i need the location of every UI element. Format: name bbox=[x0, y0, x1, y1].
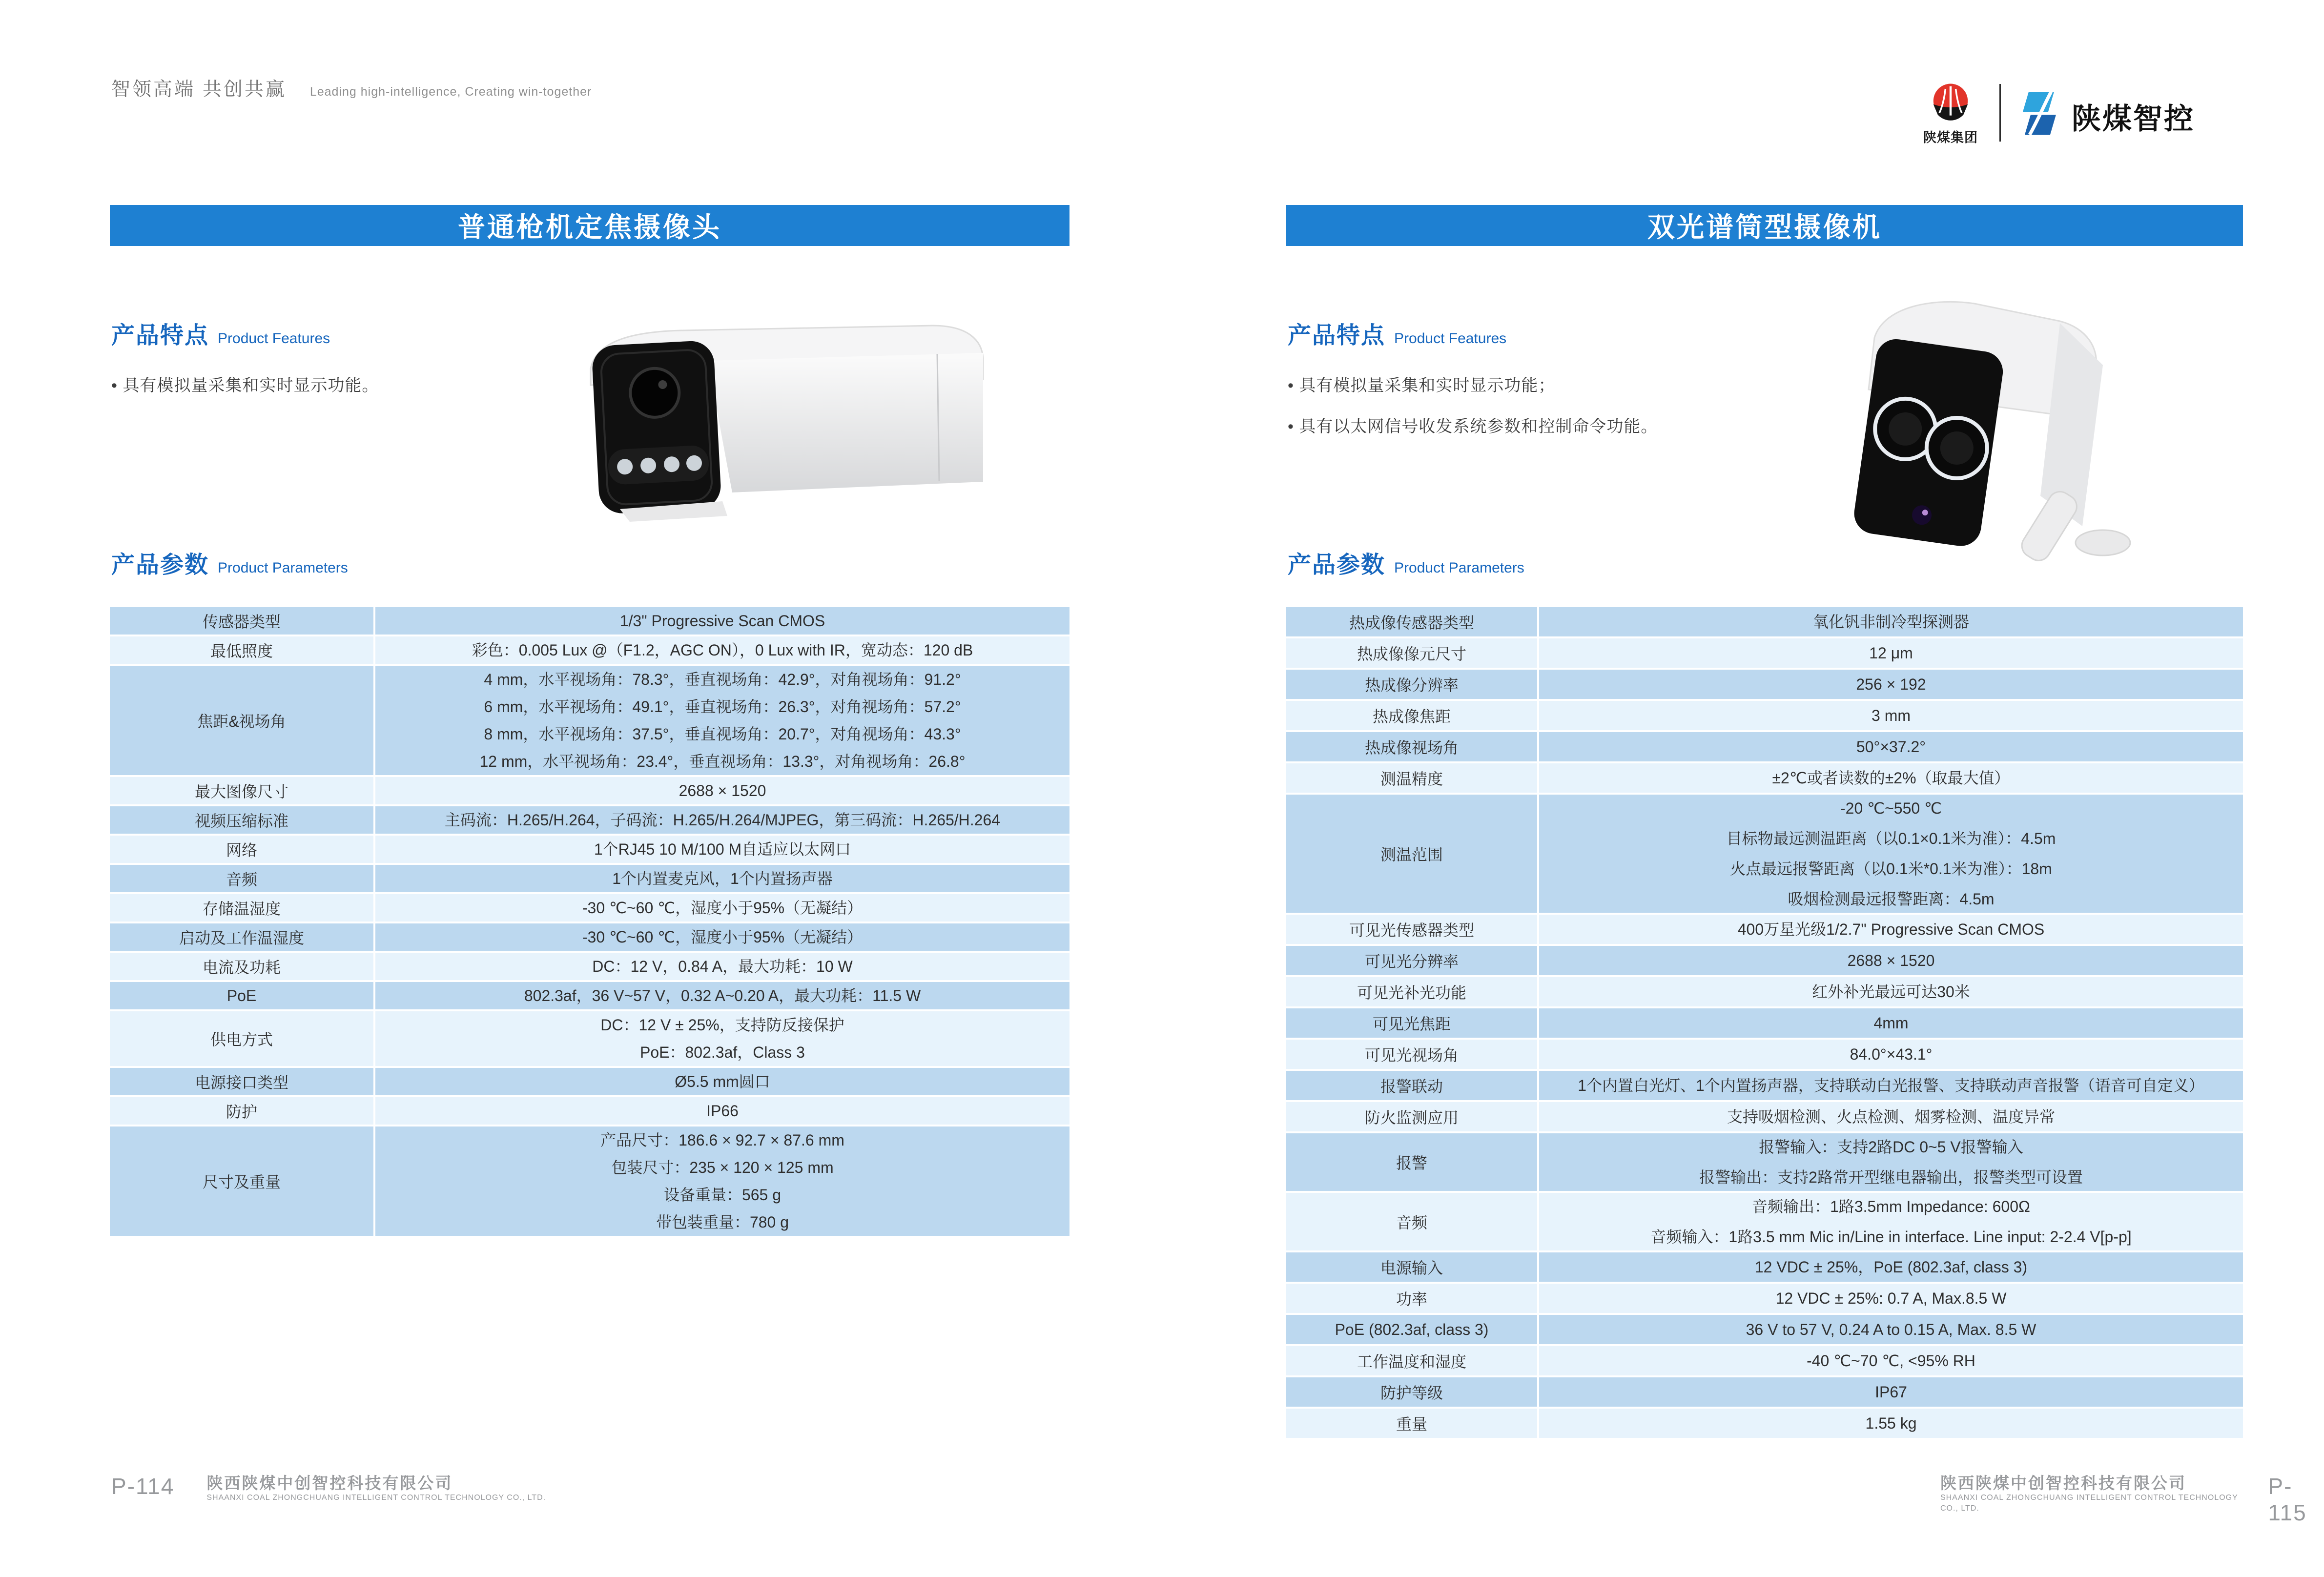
spec-line: -30 ℃~60 ℃，湿度小于95%（无凝结） bbox=[582, 899, 863, 917]
spec-row bbox=[110, 636, 1069, 664]
spec-label: 电源输入 bbox=[1286, 1252, 1537, 1282]
spec-line: 目标物最远测温距离（以0.1×0.1米为准）：4.5m bbox=[1726, 830, 2056, 847]
spec-line: 4mm bbox=[1873, 1014, 1909, 1032]
logo-divider bbox=[1999, 84, 2001, 142]
spec-row bbox=[1286, 763, 2243, 793]
spec-line: 4 mm，水平视场角：78.3°，垂直视场角：42.9°，对角视场角：91.2° bbox=[484, 671, 961, 688]
spec-value bbox=[375, 636, 1069, 664]
spec-line: 报警输入：支持2路DC 0~5 V报警输入 bbox=[1759, 1138, 2023, 1156]
spec-line: ±2℃或者读数的±2%（取最大值） bbox=[1772, 769, 2010, 787]
brand-logo-text: 陕煤智控 bbox=[2072, 102, 2195, 135]
spec-value bbox=[1539, 1133, 2243, 1191]
spec-row bbox=[1286, 1040, 2243, 1069]
spec-value bbox=[1539, 607, 2243, 636]
spec-line: 包装尺寸：235 × 120 × 125 mm bbox=[611, 1159, 834, 1176]
spec-line: Ø5.5 mm圆口 bbox=[675, 1073, 770, 1090]
header-slogan bbox=[111, 74, 592, 102]
spec-value bbox=[375, 777, 1069, 804]
company-name-cn: 陕西陕煤中创智控科技有限公司 bbox=[206, 1474, 453, 1492]
spec-row bbox=[1286, 701, 2243, 730]
spec-label: 焦距&视场角 bbox=[110, 666, 373, 775]
right-page-banner bbox=[1286, 205, 2243, 246]
spec-line: 吸烟检测最远报警距离：4.5m bbox=[1788, 890, 1995, 908]
spec-line: 音频输出：1路3.5mm Impedance: 600Ω bbox=[1752, 1198, 2030, 1215]
spec-label: 视频压缩标准 bbox=[110, 806, 373, 834]
spec-line: 氧化钒非制冷型探测器 bbox=[1812, 613, 1969, 631]
spec-label: 可见光传感器类型 bbox=[1286, 915, 1537, 944]
right-params-title-en: Product Parameters bbox=[1394, 560, 1524, 576]
spec-row bbox=[110, 1011, 1069, 1066]
spec-line: 12 μm bbox=[1869, 644, 1913, 662]
spec-value bbox=[1539, 638, 2243, 668]
spec-line: 400万星光级1/2.7" Progressive Scan CMOS bbox=[1737, 921, 2045, 938]
slogan-english: Leading high-intelligence, Creating win-together bbox=[309, 85, 592, 99]
spec-label: 热成像传感器类型 bbox=[1286, 607, 1537, 636]
spec-value bbox=[375, 1126, 1069, 1236]
left-features-title-en: Product Features bbox=[218, 330, 330, 347]
spec-value bbox=[1539, 1284, 2243, 1313]
spec-label: 可见光焦距 bbox=[1286, 1008, 1537, 1038]
spec-value bbox=[1539, 1377, 2243, 1407]
spec-value bbox=[375, 865, 1069, 892]
spec-line: 主码流：H.265/H.264，子码流：H.265/H.264/MJPEG，第三码流：H.265/H.264 bbox=[444, 811, 1001, 829]
bullet-camera-photo bbox=[561, 320, 991, 530]
spec-row bbox=[1286, 1008, 2243, 1038]
spec-row bbox=[1286, 1346, 2243, 1375]
spec-row bbox=[1286, 1071, 2243, 1100]
right-features-list bbox=[1288, 365, 1825, 447]
spec-line: 12 mm，水平视场角：23.4°，垂直视场角：13.3°，对角视场角：26.8° bbox=[479, 753, 966, 770]
right-params-heading bbox=[1288, 546, 1524, 579]
company-block bbox=[1940, 1474, 2241, 1514]
company-block bbox=[206, 1474, 546, 1503]
left-footer bbox=[111, 1473, 546, 1503]
spec-value bbox=[375, 806, 1069, 834]
spec-line: 1个内置白光灯、1个内置扬声器，支持联动白光报警、支持联动声音报警（语音可自定义） bbox=[1578, 1077, 2204, 1094]
spec-line: 红外补光最远可达30米 bbox=[1812, 983, 1970, 1001]
spec-line: 彩色：0.005 Lux @（F1.2，AGC ON），0 Lux with IR，宽动态：120 dB bbox=[472, 641, 973, 659]
spec-row bbox=[110, 777, 1069, 804]
spec-line: 84.0°×43.1° bbox=[1850, 1045, 1933, 1063]
spec-value bbox=[1539, 1252, 2243, 1282]
company-name-en: SHAANXI COAL ZHONGCHUANG INTELLIGENT CONTROL TECHNOLOGY CO., LTD. bbox=[1940, 1494, 2238, 1513]
spec-row bbox=[110, 894, 1069, 922]
spec-label: 电源接口类型 bbox=[110, 1068, 373, 1095]
right-features-title-en: Product Features bbox=[1394, 330, 1507, 347]
spec-row bbox=[110, 923, 1069, 951]
spec-line: 音频输入：1路3.5 mm Mic in/Line in interface. Line input: 2-2.4 V[p-p] bbox=[1650, 1228, 2132, 1246]
spec-line: 1.55 kg bbox=[1865, 1414, 1917, 1432]
company-name-en: SHAANXI COAL ZHONGCHUANG INTELLIGENT CONTROL TECHNOLOGY CO., LTD. bbox=[206, 1494, 546, 1502]
spec-row bbox=[1286, 670, 2243, 699]
spec-line: IP66 bbox=[706, 1102, 739, 1120]
spec-label: 热成像分辨率 bbox=[1286, 670, 1537, 699]
spec-row bbox=[1286, 638, 2243, 668]
spec-line: 1个RJ45 10 M/100 M自适应以太网口 bbox=[594, 840, 851, 858]
spec-value bbox=[375, 953, 1069, 980]
spec-row bbox=[110, 806, 1069, 834]
spec-line: 256 × 192 bbox=[1856, 676, 1926, 693]
spec-label: 传感器类型 bbox=[110, 607, 373, 635]
spec-line: IP67 bbox=[1875, 1383, 1907, 1401]
spec-label: 音频 bbox=[110, 865, 373, 892]
spec-line: 1个内置麦克风，1个内置扬声器 bbox=[612, 870, 833, 887]
spec-label: 网络 bbox=[110, 836, 373, 863]
feature-item: • 具有模拟量采集和实时显示功能； bbox=[1288, 365, 1825, 406]
spec-line: 支持吸烟检测、火点检测、烟雾检测、温度异常 bbox=[1727, 1108, 2055, 1126]
spec-value bbox=[1539, 701, 2243, 730]
spec-label: 报警联动 bbox=[1286, 1071, 1537, 1100]
spec-line: 带包装重量：780 g bbox=[656, 1213, 789, 1231]
spec-row bbox=[110, 607, 1069, 635]
spec-label: 热成像视场角 bbox=[1286, 732, 1537, 761]
spec-line: 设备重量：565 g bbox=[663, 1186, 782, 1204]
spec-line: 2688 × 1520 bbox=[1847, 952, 1935, 969]
spec-value bbox=[375, 666, 1069, 775]
spec-label: 最低照度 bbox=[110, 636, 373, 664]
spec-value bbox=[375, 982, 1069, 1009]
right-page-number: P-115 bbox=[2268, 1474, 2307, 1525]
right-footer bbox=[1940, 1473, 2324, 1526]
spec-label: 音频 bbox=[1286, 1193, 1537, 1250]
spec-value bbox=[1539, 1409, 2243, 1438]
spec-label: 最大图像尺寸 bbox=[110, 777, 373, 804]
spec-value bbox=[1539, 1315, 2243, 1344]
spec-value bbox=[375, 836, 1069, 863]
right-spec-table bbox=[1286, 607, 2243, 1440]
spec-row bbox=[1286, 1315, 2243, 1344]
spec-value bbox=[1539, 1193, 2243, 1250]
left-params-title-cn: 产品参数 bbox=[111, 552, 209, 578]
spec-line: 36 V to 57 V, 0.24 A to 0.15 A, Max. 8.5 W bbox=[1746, 1321, 2036, 1338]
spec-value bbox=[1539, 763, 2243, 793]
spec-line: DC：12 V，0.84 A，最大功耗：10 W bbox=[592, 958, 853, 975]
right-params-title-cn: 产品参数 bbox=[1288, 552, 1386, 578]
spec-label: PoE (802.3af, class 3) bbox=[1286, 1315, 1537, 1344]
spec-label: 电流及功耗 bbox=[110, 953, 373, 980]
group-logo-text: 陕煤集团 bbox=[1923, 130, 1978, 145]
company-name-cn: 陕西陕煤中创智控科技有限公司 bbox=[1940, 1474, 2186, 1492]
spec-value bbox=[1539, 1008, 2243, 1038]
spec-line: 12 VDC ± 25%，PoE (802.3af, class 3) bbox=[1754, 1258, 2028, 1276]
spec-line: 报警输出：支持2路常开型继电器输出，报警类型可设置 bbox=[1699, 1168, 2083, 1186]
spec-line: 12 VDC ± 25%: 0.7 A, Max.8.5 W bbox=[1775, 1290, 2007, 1307]
feature-item: • 具有模拟量采集和实时显示功能。 bbox=[111, 365, 648, 406]
right-page-title: 双光谱筒型摄像机 bbox=[1647, 212, 1882, 243]
spec-row bbox=[1286, 1409, 2243, 1438]
spec-label: 重量 bbox=[1286, 1409, 1537, 1438]
spec-line: 50°×37.2° bbox=[1856, 738, 1926, 756]
spec-value bbox=[1539, 977, 2243, 1006]
spec-label: 热成像像元尺寸 bbox=[1286, 638, 1537, 668]
spec-line: DC：12 V ± 25%，支持防反接保护 bbox=[600, 1016, 844, 1034]
spec-value bbox=[375, 1011, 1069, 1066]
spec-row bbox=[1286, 795, 2243, 913]
spec-value bbox=[1539, 1346, 2243, 1375]
spec-label: 报警 bbox=[1286, 1133, 1537, 1191]
spec-label: PoE bbox=[110, 982, 373, 1009]
spec-row bbox=[110, 1126, 1069, 1236]
left-page-title: 普通枪机定焦摄像头 bbox=[458, 212, 721, 243]
left-params-title-en: Product Parameters bbox=[218, 560, 348, 576]
spec-line: 802.3af，36 V~57 V，0.32 A~0.20 A，最大功耗：11.5 W bbox=[524, 987, 921, 1004]
spec-row bbox=[1286, 607, 2243, 636]
spec-row bbox=[1286, 915, 2243, 944]
spec-line: PoE：802.3af，Class 3 bbox=[640, 1044, 805, 1061]
spec-line: 3 mm bbox=[1872, 707, 1911, 724]
left-features-list bbox=[111, 365, 648, 406]
spec-line: 8 mm，水平视场角：37.5°，垂直视场角：20.7°，对角视场角：43.3° bbox=[484, 725, 961, 743]
slogan-chinese: 智领高端 共创共赢 bbox=[111, 79, 287, 100]
spec-row bbox=[1286, 1193, 2243, 1250]
feature-item: • 具有以太网信号收发系统参数和控制命令功能。 bbox=[1288, 406, 1825, 447]
spec-label: 启动及工作温湿度 bbox=[110, 923, 373, 951]
brand-logo-icon bbox=[2015, 89, 2064, 138]
spec-row bbox=[1286, 977, 2243, 1006]
spec-value bbox=[1539, 670, 2243, 699]
spec-label: 可见光补光功能 bbox=[1286, 977, 1537, 1006]
left-params-heading bbox=[111, 546, 348, 579]
spec-line: -20 ℃~550 ℃ bbox=[1840, 799, 1942, 817]
spec-line: 6 mm，水平视场角：49.1°，垂直视场角：26.3°，对角视场角：57.2° bbox=[484, 698, 961, 716]
spec-value bbox=[375, 607, 1069, 635]
spec-value bbox=[1539, 732, 2243, 761]
spec-row bbox=[1286, 1284, 2243, 1313]
spec-value bbox=[1539, 1102, 2243, 1131]
spec-value bbox=[1539, 1071, 2243, 1100]
spec-line: 2688 × 1520 bbox=[679, 782, 766, 799]
spec-label: 防护等级 bbox=[1286, 1377, 1537, 1407]
right-features-heading bbox=[1288, 316, 1506, 350]
spec-label: 防火监测应用 bbox=[1286, 1102, 1537, 1131]
spec-value bbox=[1539, 1040, 2243, 1069]
spec-label: 可见光视场角 bbox=[1286, 1040, 1537, 1069]
spec-line: 产品尺寸：186.6 × 92.7 × 87.6 mm bbox=[600, 1131, 844, 1149]
spec-value bbox=[375, 1068, 1069, 1095]
left-features-heading bbox=[111, 316, 330, 350]
spec-row bbox=[110, 953, 1069, 980]
spec-row bbox=[110, 1097, 1069, 1125]
spec-row bbox=[1286, 1252, 2243, 1282]
right-features-title-cn: 产品特点 bbox=[1288, 323, 1386, 348]
spec-row bbox=[1286, 1377, 2243, 1407]
spec-row bbox=[110, 666, 1069, 775]
spec-label: 尺寸及重量 bbox=[110, 1126, 373, 1236]
left-features-title-cn: 产品特点 bbox=[111, 323, 209, 348]
dual-spectrum-camera-photo bbox=[1787, 289, 2138, 562]
spec-row bbox=[110, 982, 1069, 1009]
spec-line: 火点最远报警距离（以0.1米*0.1米为准）：18m bbox=[1730, 860, 2052, 878]
spec-label: 可见光分辨率 bbox=[1286, 946, 1537, 975]
spec-value bbox=[375, 923, 1069, 951]
spec-row bbox=[110, 836, 1069, 863]
group-logo-icon bbox=[1929, 82, 1972, 125]
spec-label: 功率 bbox=[1286, 1284, 1537, 1313]
spec-label: 防护 bbox=[110, 1097, 373, 1125]
spec-value bbox=[1539, 795, 2243, 913]
spec-line: -30 ℃~60 ℃，湿度小于95%（无凝结） bbox=[582, 928, 863, 946]
left-spec-table bbox=[110, 607, 1069, 1238]
left-page-number: P-114 bbox=[111, 1474, 175, 1499]
spec-label: 热成像焦距 bbox=[1286, 701, 1537, 730]
spec-label: 测温精度 bbox=[1286, 763, 1537, 793]
spec-value bbox=[1539, 915, 2243, 944]
left-page-banner bbox=[110, 205, 1069, 246]
spec-label: 测温范围 bbox=[1286, 795, 1537, 913]
spec-row bbox=[1286, 946, 2243, 975]
spec-line: 1/3" Progressive Scan CMOS bbox=[619, 612, 825, 630]
spec-value bbox=[1539, 946, 2243, 975]
spec-row bbox=[1286, 732, 2243, 761]
spec-row bbox=[1286, 1102, 2243, 1131]
spec-row bbox=[1286, 1133, 2243, 1191]
spec-value bbox=[375, 1097, 1069, 1125]
spec-label: 工作温度和湿度 bbox=[1286, 1346, 1537, 1375]
spec-line: -40 ℃~70 ℃, <95% RH bbox=[1807, 1352, 1975, 1370]
spec-row bbox=[110, 865, 1069, 892]
spec-value bbox=[375, 894, 1069, 922]
spec-label: 存储温湿度 bbox=[110, 894, 373, 922]
spec-row bbox=[110, 1068, 1069, 1095]
spec-label: 供电方式 bbox=[110, 1011, 373, 1066]
